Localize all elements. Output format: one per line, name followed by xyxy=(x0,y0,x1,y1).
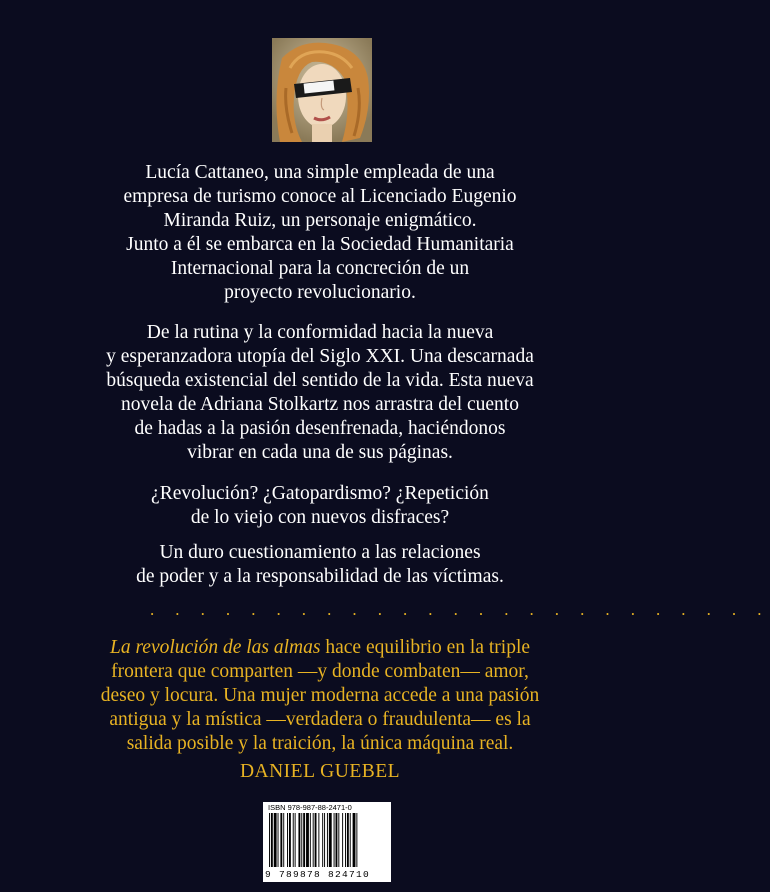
synopsis-paragraph-2 xyxy=(40,321,600,465)
text-line: empresa de turismo conoce al Licenciado Eugenio xyxy=(123,186,517,207)
text-line: Lucía Cattaneo, una simple empleada de una xyxy=(145,162,495,183)
text-line: Miranda Ruiz, un personaje enigmático. xyxy=(163,210,477,231)
quote-author: DANIEL GUEBEL xyxy=(239,761,401,782)
text-line: antigua y la mística —verdadera o fraudulenta— es la xyxy=(109,709,531,730)
text-line: proyecto revolucionario. xyxy=(224,282,416,303)
text-line: salida posible y la traición, la única máquina real. xyxy=(126,733,514,754)
text-line: Internacional para la concreción de un xyxy=(170,258,470,279)
text-line: de lo viejo con nuevos disfraces? xyxy=(190,507,450,528)
text-line: vibrar en cada una de sus páginas. xyxy=(187,442,453,463)
portrait-medallion-icon xyxy=(272,38,372,142)
text-line: de hadas a la pasión desenfrenada, haciéndonos xyxy=(134,418,506,439)
barcode-icon xyxy=(265,813,389,869)
synopsis-paragraph-1 xyxy=(40,161,600,305)
text-line: novela de Adriana Stolkartz nos arrastra del cuento xyxy=(121,394,519,415)
text-line: y esperanzadora utopía del Siglo XXI. Una descarnada xyxy=(106,346,534,367)
review-quote xyxy=(30,636,610,756)
isbn-barcode xyxy=(263,802,391,882)
text-line: deseo y locura. Una mujer moderna accede a una pasión xyxy=(100,685,540,706)
text-line: De la rutina y la conformidad hacia la nueva xyxy=(146,322,494,343)
text-line: frontera que comparten —y donde combaten— amor, xyxy=(111,661,529,682)
text-line: búsqueda existencial del sentido de la vida. Esta nueva xyxy=(106,370,534,391)
synopsis-paragraph-4 xyxy=(40,541,600,589)
text-line: Un duro cuestionamiento a las relaciones xyxy=(159,542,481,563)
synopsis-paragraph-3 xyxy=(40,482,600,530)
barcode-digits: 9 789878 824710 xyxy=(265,869,371,880)
dotted-divider: . . . . . . . . . . . . . . . . . . . . . . . . . xyxy=(150,600,770,619)
book-title-italic: La revolución de las almas xyxy=(109,637,321,658)
text-line: hace equilibrio en la triple xyxy=(320,637,531,658)
text-line: de poder y a la responsabilidad de las víctimas. xyxy=(136,566,504,587)
text-line: ¿Revolución? ¿Gatopardismo? ¿Repetición xyxy=(151,483,489,504)
text-line: Junto a él se embarca en la Sociedad Humanitaria xyxy=(126,234,514,255)
isbn-label: ISBN 978-987-88-2471-0 xyxy=(268,803,352,812)
